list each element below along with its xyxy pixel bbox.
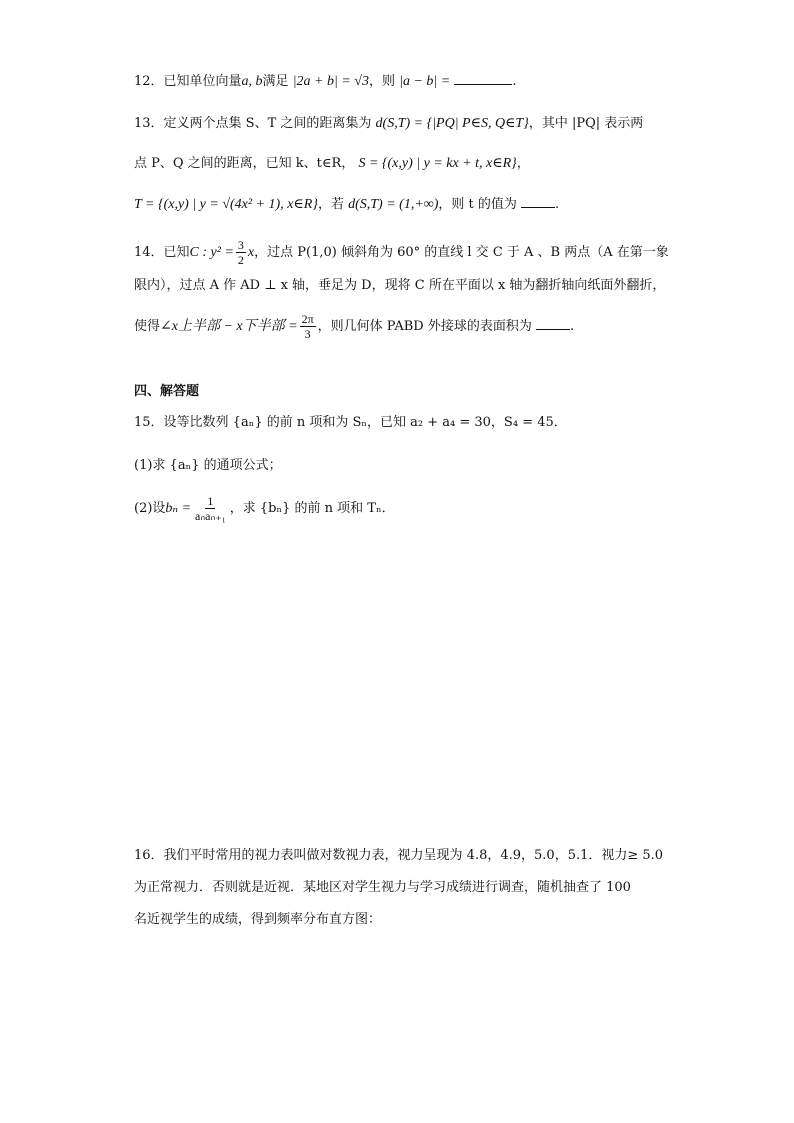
- q13-end: .: [555, 197, 560, 212]
- answer-blank: [454, 72, 512, 85]
- q15-frac-den: aₙaₙ₊₁: [195, 509, 226, 523]
- q13-distance-set: d(S,T) = {|PQ| P∈S, Q∈T}: [375, 116, 529, 131]
- question-15-part-2: [134, 494, 395, 523]
- q14-frac-den: 2: [237, 253, 244, 267]
- question-14-line-2: [134, 276, 665, 296]
- answer-blank: [521, 195, 555, 208]
- q14-curve-tail: x: [247, 245, 255, 260]
- q15-part2-prefix: (2)设: [134, 501, 166, 516]
- q14-prefix: 14．已知: [134, 245, 190, 260]
- q13-condition: d(S,T) = (1,+∞): [348, 197, 439, 212]
- question-14-line-1: [134, 238, 669, 267]
- q16-line3: 名近视学生的成绩，得到频率分布直方图：: [134, 912, 382, 927]
- q14-angle-fraction: [300, 312, 316, 341]
- q13-set-t: T = {(x,y) | y = √(4x² + 1), x∈R}: [134, 197, 318, 212]
- q15-part2-rest: ，求 {bₙ} 的前 n 项和 Tₙ．: [229, 501, 395, 516]
- question-13-line-3: [134, 195, 559, 215]
- q14-line3-prefix: 使得: [134, 319, 161, 334]
- q15-frac-num: 1: [207, 494, 214, 508]
- q14-angle-expr: ∠x上半部 − x下半部 =: [160, 319, 298, 334]
- q12-condition: |2a + b| = √3: [292, 74, 369, 89]
- q14-curve: C : y² =: [189, 245, 234, 260]
- q13-line1: 13．定义两个点集 S、T 之间的距离集为: [134, 116, 372, 131]
- q15-part1: (1)求 {aₙ} 的通项公式；: [134, 458, 282, 473]
- question-13-line-2: [134, 154, 530, 174]
- question-16-line-3: [134, 910, 381, 930]
- question-16-line-1: [134, 846, 663, 866]
- q14-end: .: [569, 319, 575, 334]
- q16-line1: 16．我们平时常用的视力表叫做对数视力表，视力呈现为 4.8，4.9，5.0，5.1．视力≥ 5.0: [134, 848, 664, 863]
- q12-vectors: a, b: [241, 74, 263, 89]
- q15-fraction: [193, 494, 228, 523]
- q12-then: ，则: [368, 74, 395, 89]
- q14-angle-den: 3: [304, 327, 311, 341]
- section-heading: 四、解答题: [134, 384, 200, 399]
- q14-line3-rest: ，则几何体 PABD 外接球的表面积为: [317, 319, 532, 334]
- q13-line3-mid: ，若: [317, 197, 344, 212]
- question-12: [134, 72, 517, 92]
- q15-line1: 15．设等比数列 {aₙ} 的前 n 项和为 Sₙ，已知 a₂ + a₄ = 30，S₄ = 45．: [134, 415, 567, 430]
- question-13-line-1: [134, 114, 643, 134]
- q14-fraction: [236, 238, 246, 267]
- q15-bn-expr: bₙ =: [165, 501, 192, 516]
- q14-line2: 限内），过点 A 作 AD ⊥ x 轴，垂足为 D，现将 C 所在平面以 x 轴为翻折轴向纸面外翻折，: [134, 278, 666, 293]
- q16-line2: 为正常视力．否则就是近视．某地区对学生视力与学习成绩进行调查，随机抽查了 100: [134, 880, 631, 895]
- question-15-part-1: [134, 456, 282, 476]
- q12-ask: |a − b| =: [399, 74, 451, 89]
- question-16-line-2: [134, 878, 631, 898]
- q12-prefix: 12．已知单位向量: [134, 74, 242, 89]
- q12-cond-label: 满足: [262, 74, 289, 89]
- q13-line2-tail: ，: [516, 156, 530, 171]
- q13-line1-tail: ，其中 |PQ| 表示两: [528, 116, 644, 131]
- q14-line1-rest: ，过点 P(1,0) 倾斜角为 60° 的直线 l 交 C 于 A 、B 两点（A 在第一象: [254, 245, 669, 260]
- q13-line2: 点 P、Q 之间的距离，已知 k、t∈R，: [134, 156, 355, 171]
- answer-blank: [536, 317, 570, 330]
- question-15-line-1: [134, 413, 567, 433]
- q14-angle-num: 2π: [301, 312, 314, 326]
- q13-line3-tail: ，则 t 的值为: [438, 197, 517, 212]
- q12-tail: .: [512, 74, 517, 89]
- q14-frac-num: 3: [237, 238, 244, 252]
- q13-set-s: S = {(x,y) | y = kx + t, x∈R}: [358, 156, 517, 171]
- question-14-line-3: [134, 312, 574, 341]
